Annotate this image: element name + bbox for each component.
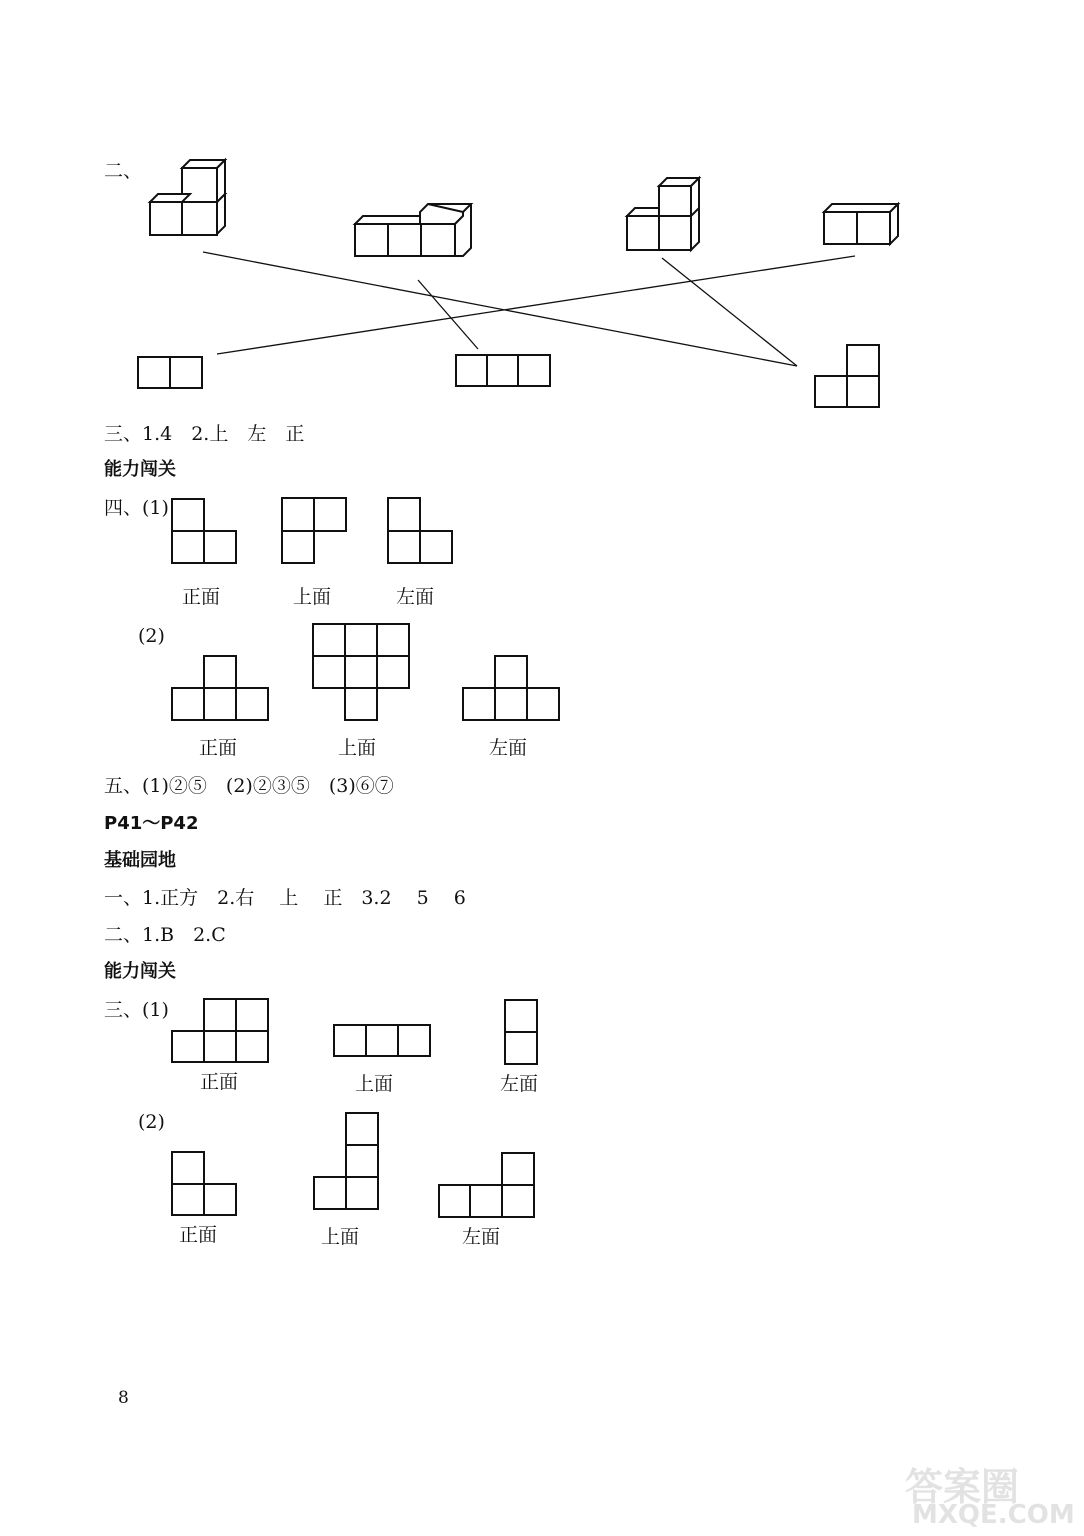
- section-2-label: 二、: [104, 160, 143, 182]
- sec4-1-left-view: [388, 498, 452, 563]
- view-label-left: 左面: [489, 737, 528, 759]
- sec4-2-front-view: [172, 656, 268, 720]
- cube-figure-2: [355, 204, 471, 256]
- view-label-front: 正面: [179, 1224, 218, 1246]
- watermark-bottom: MXQE.COM: [912, 1500, 1075, 1530]
- view-label-front: 正面: [199, 737, 238, 759]
- view-label-front: 正面: [182, 586, 221, 608]
- section-5-answers: 五、(1)②⑤ (2)②③⑤ (3)⑥⑦: [104, 775, 394, 797]
- cube-figure-1: [150, 160, 225, 235]
- watermark-top: 答案圈: [905, 1465, 1020, 1509]
- sec3b-1-front-view: [172, 999, 268, 1062]
- view-label-left: 左面: [396, 586, 435, 608]
- matching-lines: [203, 252, 855, 366]
- cube-figure-4: [824, 204, 898, 244]
- section-3-answers: 三、1.4 2.上 左 正: [104, 423, 305, 445]
- basic-question-2: 二、1.B 2.C: [104, 924, 226, 946]
- section-4-label: 四、(1): [104, 497, 169, 519]
- sec3b-1-left-view: [505, 1000, 537, 1064]
- view-label-top: 上面: [338, 737, 377, 759]
- section-3b-label: 三、(1): [104, 999, 169, 1021]
- basic-question-1: 一、1.正方 2.右 上 正 3.2 5 6: [104, 887, 466, 909]
- sec3b-2-left-view: [439, 1153, 534, 1217]
- view-two-squares: [138, 357, 202, 388]
- sec4-2-top-view: [313, 624, 409, 720]
- sec4-2-left-view: [463, 656, 559, 720]
- view-label-left: 左面: [462, 1226, 501, 1248]
- heading-ability-2: 能力闯关: [104, 961, 176, 982]
- heading-basic: 基础园地: [104, 850, 176, 871]
- sec4-1-front-view: [172, 499, 236, 563]
- view-label-top: 上面: [321, 1226, 360, 1248]
- heading-ability-1: 能力闯关: [104, 459, 176, 480]
- view-label-left: 左面: [500, 1073, 539, 1095]
- view-label-front: 正面: [200, 1071, 239, 1093]
- view-label-top: 上面: [293, 586, 332, 608]
- view-label-top: 上面: [355, 1073, 394, 1095]
- view-l-shape: [815, 345, 879, 407]
- cube-figure-3: [627, 178, 699, 250]
- sec4-1-top-view: [282, 498, 346, 563]
- sec3b-2-top-view: [314, 1113, 378, 1209]
- sub-2-label: (2): [138, 1111, 165, 1133]
- page-number: 8: [118, 1388, 129, 1408]
- pages-heading: P41～P42: [104, 813, 199, 834]
- sub-2-label: (2): [138, 625, 165, 647]
- view-three-squares: [456, 355, 550, 386]
- sec3b-1-top-view: [334, 1025, 430, 1056]
- sec3b-2-front-view: [172, 1152, 236, 1215]
